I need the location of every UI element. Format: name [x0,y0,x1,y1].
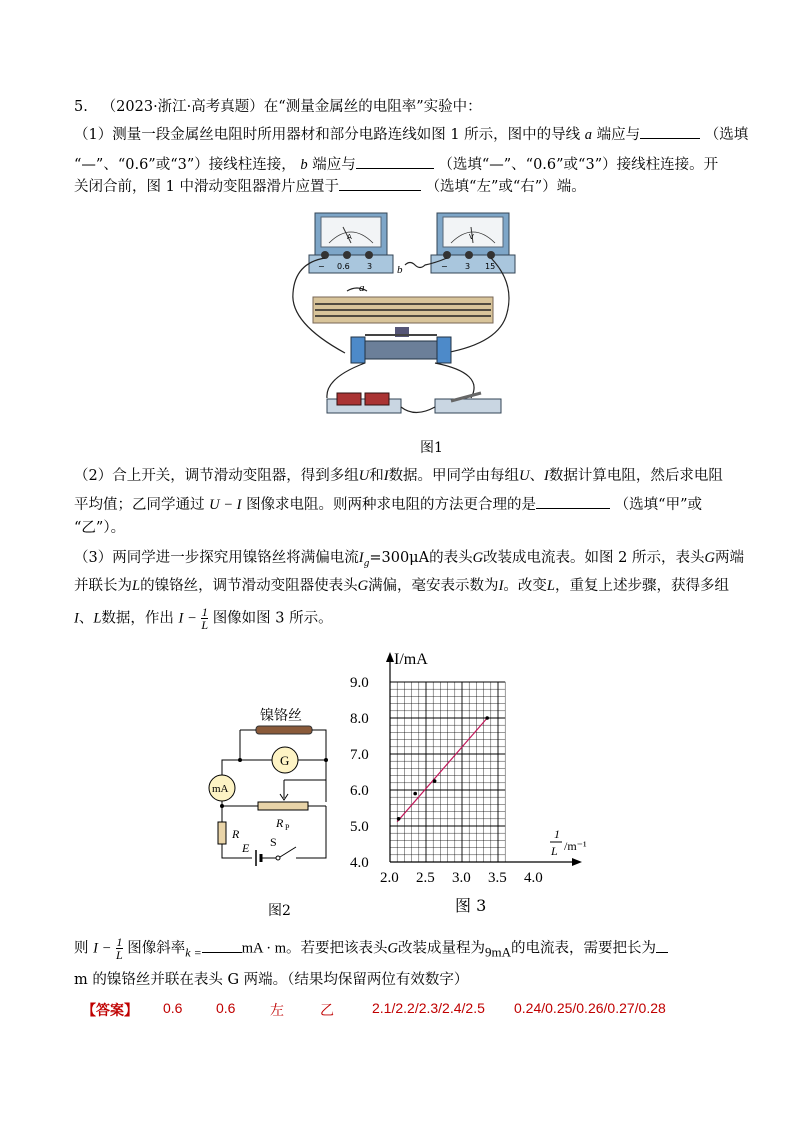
answer-blank-1[interactable] [640,124,700,139]
ammeter-letter: A [347,233,352,241]
text: “—”、“0.6”或“3”）接线柱连接， [74,157,296,173]
answer-value-2: 0.6 [216,1000,236,1016]
text: 图像如图 3 所示。 [212,610,333,627]
text: 。若要把该表头 [286,940,388,957]
metal-wire-board [313,297,493,323]
text: 。改变 [503,578,547,594]
part1-line1 [74,124,748,145]
wire-b-label: b [397,264,403,276]
battery-pack [327,393,401,413]
text: 的表头 [429,550,473,566]
var-l: L [93,610,102,627]
rheostat-rp [258,802,308,810]
i-minus: I − [93,940,112,957]
answer-blank-5[interactable] [202,938,242,953]
frac-den: L [201,618,209,632]
part3-line3 [74,606,333,631]
figure-1-caption: 图1 [420,440,443,456]
data-point [485,716,489,720]
question-header [74,97,482,117]
answer-value-5: 2.1/2.2/2.3/2.4/2.5 [372,1000,485,1016]
text: （2）合上开关，调节滑动变阻器，得到多组 [74,468,359,484]
text: （选填 [704,127,749,143]
var-i: I [544,468,549,484]
part4-line1 [74,936,668,962]
x-tick-label: 4.0 [524,870,543,886]
part2-line3: “乙”）。 [74,520,126,536]
figure-1-apparatus [285,203,525,428]
text: 数据。甲同学由每组 [388,468,520,484]
text: 改装成电流表。如图 2 所示，表头 [483,550,705,566]
answer-value-4: 乙 [320,1002,334,1018]
text: 平均值；乙同学通过 [74,497,205,513]
text: 则 [74,940,89,957]
rp-sub: P [285,823,290,832]
data-point [433,779,437,783]
graph-grid [390,682,505,862]
r-label: R [232,827,240,841]
text: 端应与 [596,127,641,143]
text: 数据，作出 [101,610,174,627]
i-minus: I − [178,610,197,627]
fit-line [397,718,487,822]
answer-blank-3[interactable] [339,176,421,191]
text: 、 [529,468,545,484]
graph-marks [397,716,489,821]
question-number: 5. [74,99,88,115]
x-tick-label: 3.0 [452,870,471,886]
var-l: L [546,578,555,594]
answer-value-1: 0.6 [163,1000,183,1016]
unit-ma-m: mA · m [241,940,287,957]
x-tick-label: 3.5 [488,870,507,886]
var-k: k = [185,945,202,960]
var-i: I [383,468,389,484]
text: （3）两同学进一步探究用镍铬丝将满偏电流 [74,550,359,566]
var-u: U [358,468,370,484]
part3-line2 [74,576,729,596]
y-tick-label: 5.0 [350,819,369,835]
ig-value: =300μA [369,550,430,566]
text: 两端 [715,550,744,566]
var-g: G [704,550,715,566]
var-a: a [584,127,593,143]
var-i: I [498,578,504,594]
switch-s [280,847,296,857]
question-source: （2023·浙江·高考真题）在“测量金属丝的电阻率”实验中： [101,99,482,115]
y-tick-label: 8.0 [350,711,369,727]
text: （选填“甲”或 [614,497,702,513]
answer-blank-4[interactable] [536,494,610,509]
y-tick-label: 4.0 [350,855,369,871]
data-point [397,817,401,821]
voltmeter [431,213,515,273]
frac-den: L [115,948,123,962]
switch [435,393,501,413]
y-tick-label: 7.0 [350,747,369,763]
text: 并联长为 [74,578,132,594]
answer-value-3: 左 [270,1002,284,1018]
x-axis-label-den: L [551,844,558,858]
text: （选填“—”、“0.6”或“3”）接线柱连接。开 [438,157,719,173]
var-l: L [132,578,141,594]
nichrome-label: 镍铬丝 [260,708,302,724]
answer-blank-6[interactable] [656,938,668,953]
graph-axes [386,652,582,866]
text: 图像求电阻。则两种求电阻的方法更合理的是 [246,497,537,513]
var-u-minus-i: U − I [209,497,242,513]
text: 端应与 [312,157,356,173]
nichrome-wire [256,726,312,734]
range-9ma: 9mA [485,944,511,960]
answer-value-6: 0.24/0.25/0.26/0.27/0.28 [514,1000,666,1016]
resistor-r [218,822,226,844]
ammeter [309,213,393,273]
voltmeter-letter: V [469,233,474,241]
part2-line2 [74,494,702,515]
var-ig-sub: g [363,558,370,569]
x-tick-label: 2.0 [380,870,399,886]
y-tick-label: 6.0 [350,783,369,799]
y-tick-label: 9.0 [350,675,369,691]
part4-line2: m 的镍铬丝并联在表头 G 两端。（结果均保留两位有效数字） [74,972,469,988]
e-label: E [242,841,250,855]
part2-line1 [74,466,723,486]
text: 关闭合前，图 1 中滑动变阻器滑片应置于 [74,179,339,195]
text: 、 [78,610,94,627]
figure-2-caption: 图2 [268,903,291,919]
x-tick-label: 2.5 [416,870,435,886]
text: （选填“左”或“右”）端。 [425,179,586,195]
text: 和 [369,468,384,484]
var-u: U [519,468,530,484]
volt-term-neg: − [441,262,448,271]
var-ig: I [358,550,364,566]
var-g: G [357,578,369,594]
text: 的镍铬丝，调节滑动变阻器使表头 [140,578,358,594]
var-i: I [74,610,79,627]
answer-label: 【答案】 [82,1002,138,1018]
amm-term-neg: − [318,262,325,271]
part1-line2 [74,154,718,175]
answer-blank-2[interactable] [356,154,434,169]
text: （1）测量一段金属丝电阻时所用器材和部分电路连线如图 1 所示，图中的导线 [74,127,581,143]
amm-term-3: 3 [367,262,373,271]
rp-label: R [276,816,284,830]
data-point [413,792,417,796]
text: 改装成量程为 [398,940,485,957]
var-b: b [300,157,308,173]
text: 满偏，毫安表示数为 [368,578,499,594]
frac-num: 1 [116,935,123,949]
figure-3-caption: 图 3 [455,896,487,915]
text: 图像斜率 [127,940,186,957]
y-axis-arrow [386,652,394,662]
s-label: S [270,835,277,849]
var-g: G [387,940,398,957]
rheostat [351,327,451,363]
text: ，重复上述步骤，获得多组 [554,578,729,594]
part3-line1 [74,548,744,574]
y-axis-label: I/mA [394,651,428,668]
figure-3-graph [348,648,608,898]
x-axis-label-num: 1 [554,827,560,841]
fraction-1-over-l [201,606,208,631]
var-g: G [472,550,484,566]
graph-ticks [350,675,543,886]
figure-2-circuit [200,700,350,875]
amm-term-06: 0.6 [337,262,350,271]
g-label: G [280,753,290,768]
text: 数据计算电阻，然后求电阻 [548,468,723,484]
volt-term-3: 3 [465,262,471,271]
volt-term-15: 15 [485,262,496,271]
x-axis-label-unit: /m⁻¹ [564,839,587,853]
frac-num: 1 [201,605,208,619]
fraction-1-over-l [116,936,123,961]
wire-a-label: a [359,282,365,294]
part1-line3 [74,176,586,197]
text: 的电流表，需要把长为 [511,940,656,957]
x-axis-arrow [572,858,582,866]
ma-label: mA [212,783,229,795]
